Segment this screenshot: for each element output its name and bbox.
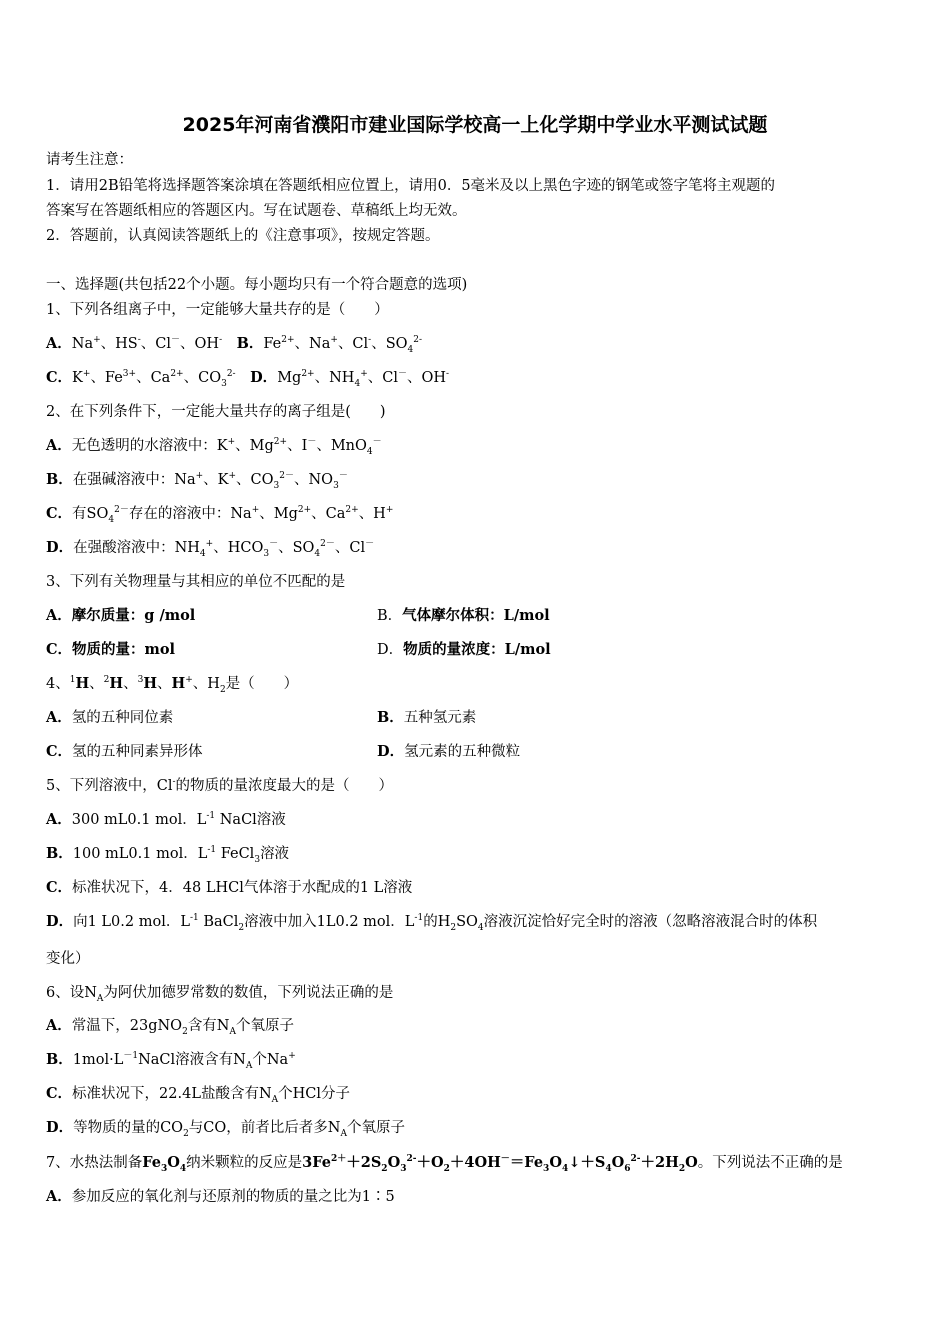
question-2-option-c: C．有$SO_4^{2-}$存在的溶液中：Na+、$Mg^{2+}$、$Ca^{2+}$、H+ — [46, 505, 394, 525]
page-title: 2025年河南省濮阳市建业国际学校高一上化学期中学业水平测试试题 — [182, 114, 768, 136]
question-4-option-c: C．氢的五种同素异形体 — [46, 743, 203, 760]
question-7: 7、水热法制备$Fe_3O_4$纳米颗粒的反应是$3Fe^{2+}+2S_2O_3^{2-}+O_2+4OH^-=Fe_3O_4↓+S_4O_6^{2-}+2H_2O$。下列说法不正确的是 — [46, 1154, 843, 1174]
question-5-option-b: B．100 mL0.1 mol．$L^{-1}$ FeCl$_3$溶液 — [46, 845, 290, 865]
question-7-option-a: A．参加反应的氧化剂与还原剂的物质的量之比为1∶5 — [46, 1188, 395, 1205]
notice-item-1a: 1．请用2B铅笔将选择题答案涂填在答题纸相应位置上，请用0．5毫米及以上黑色字迹的钢笔或签字笔将主观题的 — [46, 178, 776, 194]
question-5-option-d: D．向1 L0.2 mol．$L^{-1}$ BaCl$_2$溶液中加入1L0.2 mol．$L^{-1}$的$H_2SO_4$溶液沉淀恰好完全时的溶液（忽略溶液混合时的体积 — [46, 913, 818, 933]
question-6-option-a: A．常温下，23gNO$_2$含有$N_A$个氧原子 — [46, 1017, 294, 1037]
question-5-option-a: A．300 mL0.1 mol．$L^{-1}$ NaCl溶液 — [46, 811, 286, 828]
question-1-options-ab: A．Na+、HS-、Cl－、OH- B．$Fe^{2+}$、Na+、Cl-、$SO_4^{2-}$ — [46, 335, 423, 355]
question-2: 2、在下列条件下，一定能大量共存的离子组是( ) — [46, 404, 386, 420]
question-4-option-a: A．氢的五种同位素 — [46, 709, 174, 726]
section-heading: 一、选择题(共包括22个小题。每小题均只有一个符合题意的选项) — [46, 277, 468, 293]
question-6-option-c: C．标准状况下，22.4L盐酸含有$N_A$个HCl分子 — [46, 1085, 351, 1105]
question-3-option-b: B．气体摩尔体积：L/mol — [377, 607, 550, 624]
notice-item-2: 2．答题前，认真阅读答题纸上的《注意事项》，按规定答题。 — [46, 228, 440, 244]
question-4-option-d: D．氢元素的五种微粒 — [377, 743, 521, 760]
question-2-option-a: A．无色透明的水溶液中：K+、$Mg^{2+}$、I－、MnO$_4$－ — [46, 437, 382, 457]
question-3: 3、下列有关物理量与其相应的单位不匹配的是 — [46, 574, 346, 590]
notice-heading: 请考生注意： — [46, 152, 133, 168]
question-5-option-c: C．标准状况下，4．48 LHCl气体溶于水配成的1 L溶液 — [46, 879, 413, 896]
question-6-option-b: B．$1mol\cdot L^{-1}NaCl$溶液含有$N_A$个Na+ — [46, 1051, 296, 1071]
question-3-option-a: A．摩尔质量：g /mol — [46, 607, 196, 624]
question-5: 5、下列溶液中，Cl-的物质的量浓度最大的是（ ） — [46, 777, 394, 794]
question-4-option-b: B．五种氢元素 — [377, 709, 477, 726]
question-3-option-c: C．物质的量：mol — [46, 641, 176, 658]
question-1: 1、下列各组离子中，一定能够大量共存的是（ ） — [46, 302, 389, 318]
question-4: 4、$^1$H、$^2$H、$^3$H、H+、$H_2$是（ ） — [46, 675, 299, 695]
question-5-option-d-cont: 变化） — [46, 951, 90, 967]
question-3-option-d: D．物质的量浓度：L/mol — [377, 641, 551, 658]
question-6-option-d: D．等物质的量的$CO_2$与CO，前者比后者多$N_A$个氧原子 — [46, 1119, 405, 1139]
question-2-option-b: B．在强碱溶液中：Na+、K+、$CO_3^{2-}$、$NO_3^-$ — [46, 471, 348, 491]
question-1-options-cd: C．K+、$Fe^{3+}$、$Ca^{2+}$、$CO_3^{2-}$ D．$Mg^{2+}$、$NH_4^+$、Cl－、OH- — [46, 369, 450, 389]
question-2-option-d: D．在强酸溶液中：$NH_4^+$、$HCO_3^-$、$SO_4^{2-}$、Cl－ — [46, 539, 375, 559]
notice-item-1b: 答案写在答题纸相应的答题区内。写在试题卷、草稿纸上均无效。 — [46, 203, 467, 219]
question-6: 6、设$N_A$为阿伏加德罗常数的数值，下列说法正确的是 — [46, 985, 394, 1004]
